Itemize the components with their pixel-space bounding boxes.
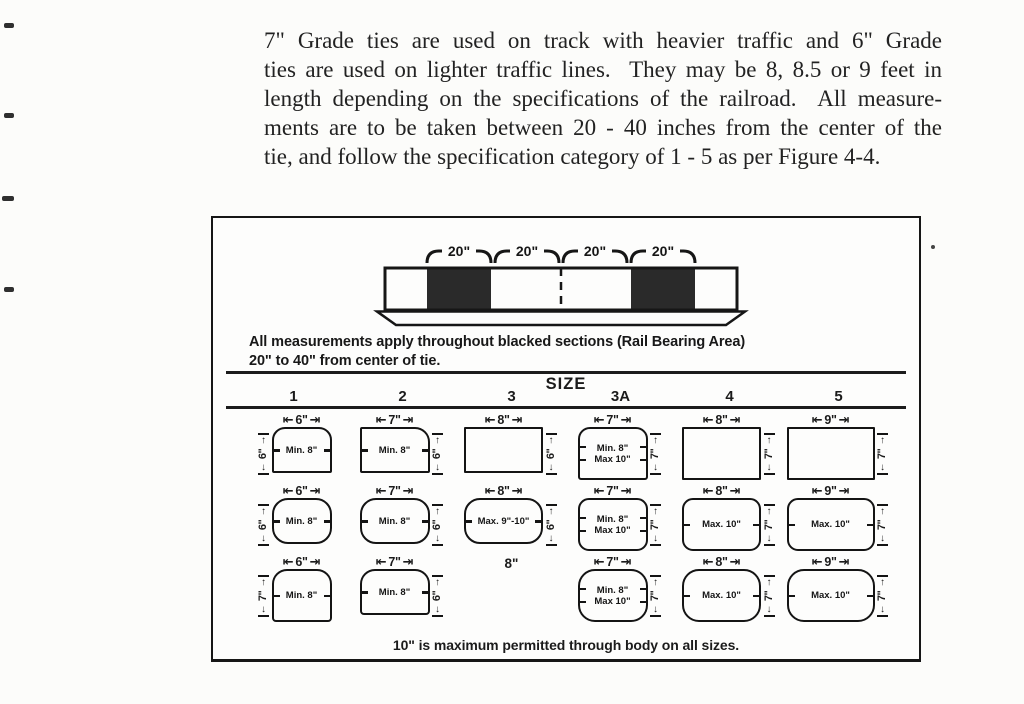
arrow-up-icon: ↑	[546, 504, 557, 516]
arrow-to-bar-right-icon: ⇥	[511, 411, 523, 427]
arrow-down-icon: ↓	[258, 463, 269, 475]
body-label: Max. 10"	[702, 590, 741, 601]
bracket-label: 20"	[583, 243, 607, 259]
body-paragraph	[264, 26, 942, 171]
size-column-headers	[239, 388, 893, 405]
width-dimension	[376, 483, 413, 498]
depth-dimension	[648, 412, 664, 483]
arrow-down-icon: ↓	[877, 534, 888, 546]
depth-label: 6"	[545, 519, 557, 531]
width-dimension	[594, 483, 631, 498]
depth-label: 6"	[545, 448, 557, 460]
width-dimension	[812, 554, 849, 569]
arrow-up-icon: ↑	[258, 575, 269, 587]
arrow-up-icon: ↑	[877, 504, 888, 516]
body-label: Max. 10"	[702, 519, 741, 530]
size-cell-r1-3	[457, 412, 566, 483]
size-cell-r1-2	[348, 412, 457, 483]
width-dimension	[703, 554, 740, 569]
size-cell-r2-3	[457, 483, 566, 554]
arrow-to-bar-left-icon: ⇤	[282, 553, 294, 569]
body-label: Max 10"	[594, 453, 631, 465]
arrow-down-icon: ↓	[432, 463, 443, 475]
width-dimension	[703, 483, 740, 498]
arrow-down-icon: ↓	[650, 605, 661, 617]
depth-label: 7"	[763, 590, 775, 602]
body-label: Max. 10"	[811, 590, 850, 601]
depth-dimension	[761, 483, 777, 554]
arrow-down-icon: ↓	[764, 605, 775, 617]
tie-side-view-diagram	[371, 238, 753, 334]
width-label: 8"	[715, 412, 728, 427]
tie-cross-section	[682, 498, 761, 551]
body-label: Max 10"	[594, 524, 631, 536]
depth-label: 7"	[649, 519, 662, 531]
arrow-down-icon: ↓	[546, 534, 557, 546]
size-cell-r3-1	[239, 554, 348, 625]
depth-label: 7"	[763, 448, 775, 460]
arrow-to-bar-left-icon: ⇤	[375, 411, 387, 427]
depth-dimension	[430, 483, 446, 554]
depth-dimension	[430, 412, 446, 483]
caption-line: All measurements apply throughout blacked sections (Rail Bearing Area)	[249, 334, 746, 350]
body-label: Min. 8"	[285, 444, 318, 456]
body-label: Min. 8"	[378, 515, 411, 527]
size-cell-r3-4	[675, 554, 784, 625]
depth-label: 6"	[257, 519, 270, 531]
arrow-to-bar-right-icon: ⇥	[309, 411, 321, 427]
arrow-to-bar-left-icon: ⇤	[702, 482, 714, 498]
width-label: 7"	[388, 483, 401, 498]
depth-label: 7"	[649, 590, 662, 602]
rail-bearing-area-black	[427, 270, 491, 309]
width-dimension	[703, 412, 740, 427]
arrow-up-icon: ↑	[650, 575, 661, 587]
size-cell-r3-5	[784, 554, 893, 625]
depth-label: 6"	[431, 448, 444, 460]
arrow-to-bar-left-icon: ⇤	[282, 411, 294, 427]
column-header-4: 4	[725, 388, 734, 405]
width-dimension	[812, 412, 849, 427]
column-header-3a: 3A	[610, 388, 631, 405]
arrow-down-icon: ↓	[877, 605, 888, 617]
body-label: Min. 8"	[378, 444, 411, 456]
arrow-to-bar-right-icon: ⇥	[620, 553, 632, 569]
depth-dimension	[875, 554, 891, 625]
size-header: SIZE	[545, 375, 587, 393]
width-dimension	[283, 412, 320, 427]
column-header-5: 5	[834, 388, 843, 405]
width-label: 7"	[606, 483, 619, 498]
width-dimension	[376, 412, 413, 427]
arrow-to-bar-right-icon: ⇥	[729, 482, 741, 498]
tie-cross-section	[464, 427, 543, 473]
width-dimension	[485, 412, 522, 427]
tie-cross-section	[787, 569, 875, 622]
arrow-up-icon: ↑	[877, 433, 888, 445]
body-label: Min. 8"	[285, 515, 318, 527]
scan-dot	[931, 245, 935, 249]
size-cell-r1-1	[239, 412, 348, 483]
body-label: Min. 8"	[378, 586, 411, 598]
width-label: 7"	[388, 554, 401, 569]
arrow-to-bar-left-icon: ⇤	[484, 482, 496, 498]
tie-cross-section	[787, 427, 875, 480]
arrow-to-bar-left-icon: ⇤	[593, 482, 605, 498]
width-dimension	[485, 483, 522, 498]
arrow-to-bar-left-icon: ⇤	[593, 411, 605, 427]
arrow-to-bar-left-icon: ⇤	[811, 482, 823, 498]
arrow-down-icon: ↓	[258, 534, 269, 546]
tie-cross-section	[682, 427, 761, 480]
arrow-up-icon: ↑	[650, 433, 661, 445]
column-header-2: 2	[398, 388, 407, 405]
scan-mark	[4, 23, 14, 28]
size-cell-r1-5	[784, 412, 893, 483]
arrow-up-icon: ↑	[650, 504, 661, 516]
depth-dimension	[543, 412, 559, 483]
width-dimension	[283, 554, 320, 569]
column-header-1: 1	[289, 388, 298, 405]
arrow-down-icon: ↓	[877, 463, 888, 475]
figure-caption	[249, 333, 745, 371]
arrow-to-bar-left-icon: ⇤	[593, 553, 605, 569]
scan-mark	[2, 196, 14, 201]
depth-label: 7"	[763, 519, 775, 531]
arrow-to-bar-right-icon: ⇥	[309, 553, 321, 569]
scan-mark	[4, 113, 14, 118]
arrow-to-bar-right-icon: ⇥	[402, 411, 414, 427]
arrow-to-bar-right-icon: ⇥	[838, 482, 850, 498]
arrow-to-bar-right-icon: ⇥	[729, 411, 741, 427]
depth-dimension	[648, 483, 664, 554]
arrow-up-icon: ↑	[764, 504, 775, 516]
depth-dimension	[543, 483, 559, 554]
arrow-down-icon: ↓	[650, 534, 661, 546]
depth-dimension	[761, 554, 777, 625]
width-label: 8"	[504, 556, 519, 571]
size-cell-r2-2	[348, 483, 457, 554]
depth-dimension	[256, 554, 272, 625]
arrow-to-bar-right-icon: ⇥	[620, 411, 632, 427]
arrow-down-icon: ↓	[258, 605, 269, 617]
divider	[226, 371, 906, 374]
bracket-label: 20"	[515, 243, 539, 259]
width-label: 9"	[824, 412, 837, 427]
depth-dimension	[761, 412, 777, 483]
arrow-to-bar-left-icon: ⇤	[375, 553, 387, 569]
arrow-to-bar-right-icon: ⇥	[838, 411, 850, 427]
rail-bearing-area-black	[631, 270, 695, 309]
tie-cross-section	[682, 569, 761, 622]
depth-label: 7"	[649, 448, 662, 460]
arrow-up-icon: ↑	[432, 433, 443, 445]
arrow-to-bar-left-icon: ⇤	[282, 482, 294, 498]
arrow-up-icon: ↑	[546, 433, 557, 445]
arrow-to-bar-left-icon: ⇤	[375, 482, 387, 498]
width-label: 8"	[497, 483, 510, 498]
tie-cross-section	[578, 569, 648, 622]
bracket-label: 20"	[651, 243, 675, 259]
arrow-to-bar-right-icon: ⇥	[729, 553, 741, 569]
body-label: Min. 8"	[596, 513, 629, 525]
arrow-to-bar-right-icon: ⇥	[838, 553, 850, 569]
width-label: 6"	[295, 483, 308, 498]
body-label: Max 10"	[594, 595, 631, 607]
depth-dimension	[875, 483, 891, 554]
tie-cross-section	[272, 498, 332, 544]
paragraph-line: 7" Grade ties are used on track with heavier traffic and 6" Grade	[264, 28, 942, 53]
figure-footer-note: 10" is maximum permitted through body on all sizes.	[392, 637, 740, 653]
body-label: Min. 8"	[596, 442, 629, 454]
paragraph-line: length depending on the specifications of the railroad. All measure-	[264, 86, 942, 111]
arrow-up-icon: ↑	[764, 575, 775, 587]
tie-cross-section	[578, 498, 648, 551]
arrow-down-icon: ↓	[432, 605, 443, 617]
tie-size-grid	[239, 412, 893, 625]
body-label: Min. 8"	[285, 590, 318, 601]
tie-bottom-bevel	[377, 312, 745, 326]
arrow-to-bar-left-icon: ⇤	[702, 553, 714, 569]
column-header-3: 3	[507, 388, 516, 405]
depth-dimension	[256, 412, 272, 483]
arrow-up-icon: ↑	[258, 504, 269, 516]
arrow-to-bar-left-icon: ⇤	[811, 411, 823, 427]
caption-line: 20" to 40" from center of tie.	[249, 353, 441, 369]
tie-cross-section	[272, 427, 332, 473]
figure-box	[211, 216, 921, 662]
depth-dimension	[256, 483, 272, 554]
arrow-down-icon: ↓	[650, 463, 661, 475]
size-cell-r3-3	[457, 554, 566, 625]
width-label: 7"	[606, 412, 619, 427]
arrow-to-bar-left-icon: ⇤	[484, 411, 496, 427]
tie-cross-section	[787, 498, 875, 551]
width-label: 8"	[715, 483, 728, 498]
arrow-to-bar-right-icon: ⇥	[402, 482, 414, 498]
depth-label: 6"	[431, 590, 444, 602]
arrow-to-bar-left-icon: ⇤	[811, 553, 823, 569]
arrow-up-icon: ↑	[258, 433, 269, 445]
arrow-to-bar-right-icon: ⇥	[620, 482, 632, 498]
scan-mark	[4, 287, 14, 292]
arrow-down-icon: ↓	[764, 463, 775, 475]
width-label: 7"	[606, 554, 619, 569]
size-cell-r3-3a	[566, 554, 675, 625]
arrow-up-icon: ↑	[877, 575, 888, 587]
arrow-up-icon: ↑	[432, 575, 443, 587]
tie-cross-section	[464, 498, 543, 544]
depth-dimension	[430, 554, 446, 625]
arrow-down-icon: ↓	[432, 534, 443, 546]
body-label: Max. 10"	[811, 519, 850, 530]
width-dimension	[812, 483, 849, 498]
size-cell-r3-2	[348, 554, 457, 625]
width-dimension	[594, 412, 631, 427]
arrow-up-icon: ↑	[432, 504, 443, 516]
arrow-down-icon: ↓	[546, 463, 557, 475]
depth-label: 6"	[431, 519, 444, 531]
width-label: 6"	[295, 412, 308, 427]
width-dimension	[283, 483, 320, 498]
tie-cross-section	[272, 569, 332, 622]
paragraph-line: ments are to be taken between 20 - 40 inches from the center of the	[264, 115, 942, 140]
size-cell-r2-3a	[566, 483, 675, 554]
width-label: 9"	[824, 483, 837, 498]
width-label: 6"	[295, 554, 308, 569]
width-dimension	[376, 554, 413, 569]
depth-dimension	[875, 412, 891, 483]
size-cell-r1-3a	[566, 412, 675, 483]
size-cell-r2-4	[675, 483, 784, 554]
paragraph-line: ties are used on lighter traffic lines. They may be 8, 8.5 or 9 feet in	[264, 57, 942, 82]
arrow-to-bar-right-icon: ⇥	[511, 482, 523, 498]
divider	[226, 406, 906, 409]
width-dimension	[594, 554, 631, 569]
size-cell-r2-5	[784, 483, 893, 554]
depth-dimension	[648, 554, 664, 625]
tie-cross-section	[360, 498, 430, 544]
tie-cross-section	[360, 427, 430, 473]
depth-label: 7"	[876, 519, 889, 531]
arrow-up-icon: ↑	[764, 433, 775, 445]
depth-label: 7"	[257, 590, 270, 602]
width-label: 7"	[388, 412, 401, 427]
width-label: 9"	[824, 554, 837, 569]
arrow-to-bar-right-icon: ⇥	[309, 482, 321, 498]
tie-cross-section	[360, 569, 430, 615]
depth-label: 7"	[876, 590, 889, 602]
paragraph-line: tie, and follow the specification category of 1 - 5 as per Figure 4-4.	[264, 144, 881, 169]
body-label: Max. 9"-10"	[477, 515, 530, 527]
bracket-label: 20"	[447, 243, 471, 259]
arrow-to-bar-right-icon: ⇥	[402, 553, 414, 569]
depth-label: 7"	[876, 448, 889, 460]
body-label: Min. 8"	[596, 584, 629, 596]
width-label: 8"	[497, 412, 510, 427]
tie-cross-section	[578, 427, 648, 480]
width-label: 8"	[715, 554, 728, 569]
arrow-to-bar-left-icon: ⇤	[702, 411, 714, 427]
depth-label: 6"	[257, 448, 270, 460]
size-cell-r2-1	[239, 483, 348, 554]
size-cell-r1-4	[675, 412, 784, 483]
arrow-down-icon: ↓	[764, 534, 775, 546]
